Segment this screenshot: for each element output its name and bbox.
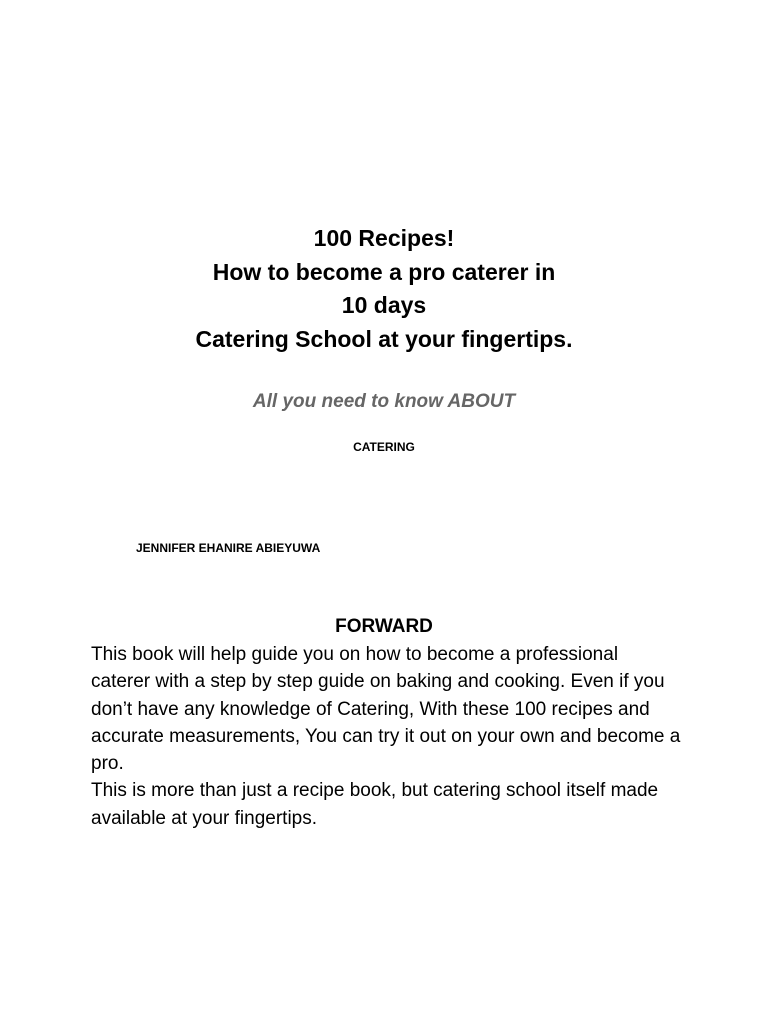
book-title <box>0 222 768 356</box>
title-line: How to become a pro caterer in <box>212 258 556 285</box>
forward-body <box>91 641 681 832</box>
forward-paragraph: This book will help guide you on how to become a professional caterer with a step by step guide on baking and cooking. Even if you don’t have any knowledge of Catering, With these 100 recipes and accurate measurements, You can try it out on your own and become a pro. <box>91 644 681 775</box>
title-line: 100 Recipes! <box>313 225 455 251</box>
book-topic: CATERING <box>353 440 415 454</box>
forward-paragraph: This is more than just a recipe book, but catering school itself made available at your fingertips. <box>91 780 659 829</box>
author-name: JENNIFER EHANIRE ABIEYUWA <box>136 541 321 555</box>
title-line: 10 days <box>341 292 427 318</box>
title-line: Catering School at your fingertips. <box>195 325 573 352</box>
book-subtitle: All you need to know ABOUT <box>252 391 516 412</box>
forward-heading: FORWARD <box>335 616 433 637</box>
